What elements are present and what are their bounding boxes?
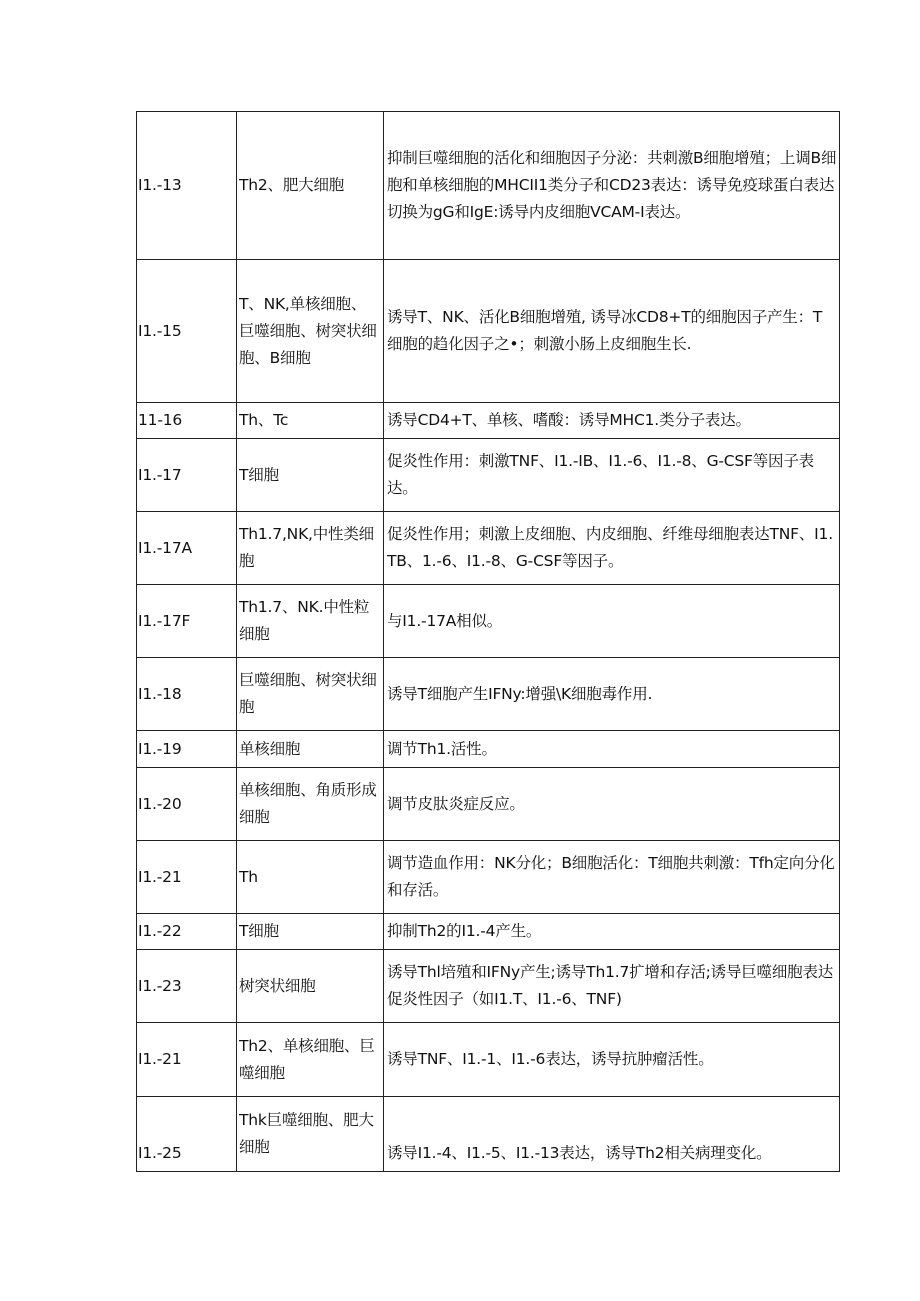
table-row xyxy=(137,112,840,260)
source-cell: Th、Tc xyxy=(237,403,384,439)
function-cell: 诱导T、NK、活化B细胞增殖, 诱导冰CD8+T的细胞因子产生：T细胞的趋化因子之•；刺激小肠上皮细胞生长. xyxy=(384,260,840,403)
source-cell: Th1.7,NK,中性类细胞 xyxy=(237,512,384,585)
source-cell: Th2、单核细胞、巨噬细胞 xyxy=(237,1023,384,1097)
source-cell: 巨噬细胞、树突状细胞 xyxy=(237,658,384,731)
function-cell: 促炎性作用：刺激TNF、I1.-IB、I1.-6、I1.-8、G-CSF等因子表达。 xyxy=(384,439,840,512)
table-row xyxy=(137,768,840,841)
source-cell: Th1.7、NK.中性粒细胞 xyxy=(237,585,384,658)
source-cell: T、NK,单核细胞、巨噬细胞、树突状细胞、B细胞 xyxy=(237,260,384,403)
source-cell: Th xyxy=(237,841,384,914)
table-row xyxy=(137,1097,840,1172)
cytokine-name-cell: I1.-18 xyxy=(137,658,237,731)
table-row xyxy=(137,403,840,439)
cytokine-name-cell: I1.-20 xyxy=(137,768,237,841)
function-cell: 诱导I1.-4、I1.-5、I1.-13表达，诱导Th2相关病理变化。 xyxy=(384,1097,840,1172)
table-row xyxy=(137,731,840,768)
table-row xyxy=(137,841,840,914)
cytokine-name-cell: I1.-25 xyxy=(137,1097,237,1172)
source-cell: 树突状细胞 xyxy=(237,950,384,1023)
cytokine-name-cell: I1.-13 xyxy=(137,112,237,260)
function-cell: 诱导T细胞产生IFNy:增强\K细胞毒作用. xyxy=(384,658,840,731)
source-cell: 单核细胞 xyxy=(237,731,384,768)
function-cell: 诱导TNF、I1.-1、I1.-6表达，诱导抗肿瘤活性。 xyxy=(384,1023,840,1097)
cytokine-name-cell: I1.-17A xyxy=(137,512,237,585)
cytokine-name-cell: I1.-17 xyxy=(137,439,237,512)
cytokine-name-cell: 11-16 xyxy=(137,403,237,439)
table-row xyxy=(137,658,840,731)
function-cell: 调节Th1.活性。 xyxy=(384,731,840,768)
table-row xyxy=(137,1023,840,1097)
table-row xyxy=(137,585,840,658)
cytokine-name-cell: I1.-23 xyxy=(137,950,237,1023)
function-cell: 调节皮肽炎症反应。 xyxy=(384,768,840,841)
cytokine-table xyxy=(136,111,840,1172)
source-cell: 单核细胞、角质形成细胞 xyxy=(237,768,384,841)
source-cell: T细胞 xyxy=(237,914,384,950)
table-row xyxy=(137,260,840,403)
table-row xyxy=(137,439,840,512)
source-cell: Th2、肥大细胞 xyxy=(237,112,384,260)
function-cell: 促炎性作用；刺激上皮细胞、内皮细胞、纤维母细胞表达TNF、I1.TB、1.-6、I1.-8、G-CSF等因子。 xyxy=(384,512,840,585)
cytokine-name-cell: I1.-21 xyxy=(137,1023,237,1097)
cytokine-name-cell: I1.-22 xyxy=(137,914,237,950)
table-row xyxy=(137,512,840,585)
function-cell: 诱导CD4+T、单核、嗜酸：诱导MHC1.类分子表达。 xyxy=(384,403,840,439)
function-cell: 调节造血作用：NK分化；B细胞活化：T细胞共刺激：Tfh定向分化和存活。 xyxy=(384,841,840,914)
source-cell: T细胞 xyxy=(237,439,384,512)
cytokine-name-cell: I1.-21 xyxy=(137,841,237,914)
table-row xyxy=(137,914,840,950)
source-cell: Thk巨噬细胞、肥大细胞 xyxy=(237,1097,384,1172)
cytokine-name-cell: I1.-17F xyxy=(137,585,237,658)
table-row xyxy=(137,950,840,1023)
function-cell: 诱导Thl培殖和IFNy产生;诱导Th1.7扩增和存活;诱导巨噬细胞表达促炎性因子（如I1.T、I1.-6、TNF) xyxy=(384,950,840,1023)
function-cell: 抑制巨噬细胞的活化和细胞因子分泌：共刺激B细胞增殖；上调B细胞和单核细胞的MHCII1类分子和CD23表达：诱导免疫球蛋白表达切换为gG和IgE:诱导内皮细胞VCAM-I表达。 xyxy=(384,112,840,260)
cytokine-name-cell: I1.-19 xyxy=(137,731,237,768)
function-cell: 与I1.-17A相似。 xyxy=(384,585,840,658)
cytokine-name-cell: I1.-15 xyxy=(137,260,237,403)
function-cell: 抑制Th2的I1.-4产生。 xyxy=(384,914,840,950)
